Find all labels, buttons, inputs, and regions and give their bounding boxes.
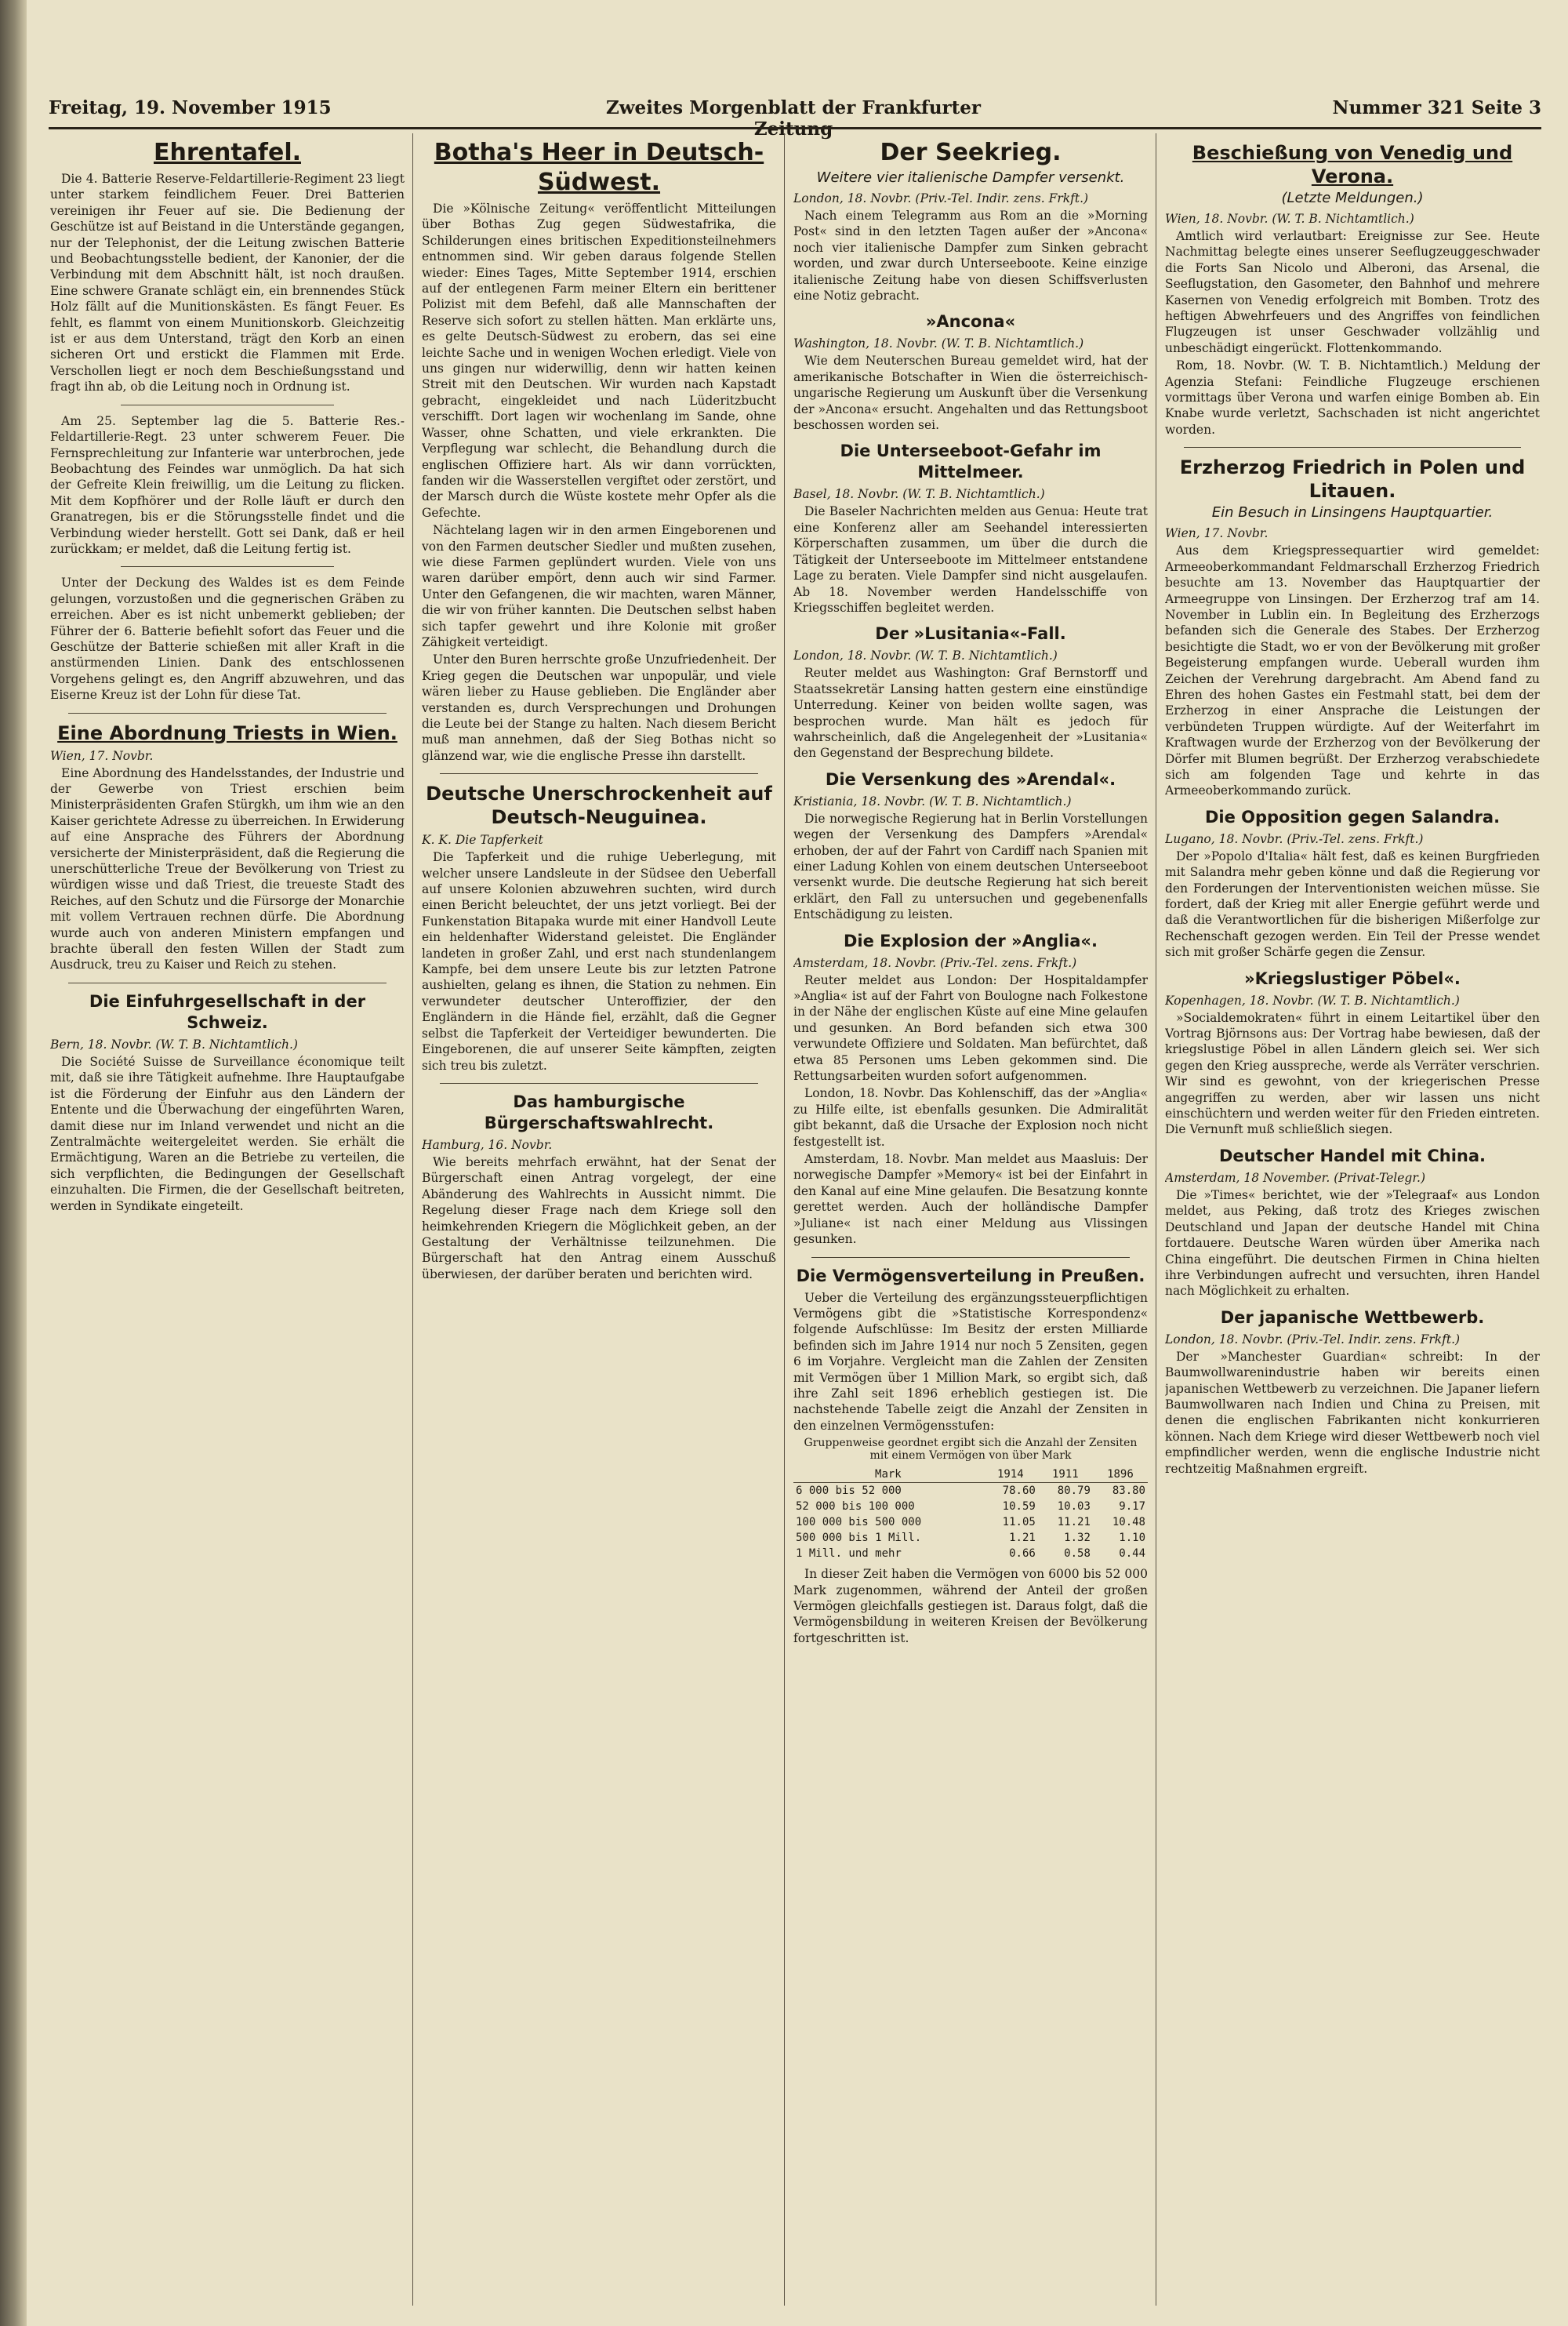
article-dateline: Kristiania, 18. Novbr. (W. T. B. Nichtamtlich.)	[793, 794, 1072, 809]
article-paragraph: Wie bereits mehrfach erwähnt, hat der Senat der Bürgerschaft einen Antrag vorgelegt, der eine Abänderung des Wahlrechts in Aussicht nimmt. Die Regelung dieser Frage nach dem Kriege soll den heimkehrenden Kriegern die Möglichkeit geben, an der Gestaltung der Verhältnisse teilzunehmen. Die Bürgerschaft hat den Antrag einem Ausschuß überwiesen, der darüber beraten und berichten wird.	[422, 1154, 776, 1281]
table-header-cell: 1896	[1093, 1466, 1148, 1483]
article-ancona	[793, 311, 1148, 433]
table-cell: 0.44	[1119, 1547, 1145, 1561]
table-cell: 1 Mill. und mehr	[796, 1547, 902, 1561]
article-heading: Ehrentafel.	[153, 139, 301, 166]
table-cell: 10.59	[1002, 1500, 1036, 1514]
table-cell: 52 000 bis 100 000	[796, 1500, 915, 1514]
article-subheading: (Letzte Meldungen.)	[1281, 190, 1424, 206]
article-paragraph: Nach einem Telegramm aus Rom an die »Morning Post« sind in den letzten Tagen außer der »Ancona« noch vier italienische Dampfer zum Sinken gebracht worden, und zwar durch Unterseeboote. Keine einzige italienische Zeitung habe von diesen Schiffsverlusten eine Notiz gebracht.	[793, 209, 1148, 303]
separator	[1184, 447, 1521, 448]
article-dateline: London, 18. Novbr. (Priv.-Tel. Indir. zens. Frkft.)	[793, 191, 1089, 205]
article-unterseeboot	[793, 441, 1148, 616]
article-heading: Der japanische Wettbewerb.	[1220, 1307, 1485, 1327]
table-cell: 0.66	[1009, 1547, 1036, 1561]
article-paragraph: Nächtelang lagen wir in den armen Eingeborenen und von den Farmen deutscher Siedler und mußten zusehen, wie diese Farmen geplündert wurden. Viele von uns waren darüber empört, denn auch wir sind Farmer. Unter den Gefangenen, die wir machten, waren Männer, die wir von früher kannten. Die Deutschen selbst haben sich tapfer gewehrt und ihre Kolonie mit großer Zähigkeit verteidigt.	[422, 523, 776, 649]
table-cell: 11.21	[1057, 1516, 1091, 1529]
masthead-paper-title: Zweites Morgenblatt der Frankfurter	[605, 97, 982, 118]
table-row	[793, 1530, 1148, 1546]
separator	[440, 773, 759, 774]
column-divider	[412, 133, 413, 2306]
column-2	[422, 133, 776, 2306]
table-cell: 9.17	[1119, 1500, 1145, 1514]
article-heading: Deutsche Unerschrockenheit auf Deutsch-Neuguinea.	[426, 783, 772, 829]
article-heading: Der Seekrieg.	[880, 139, 1062, 166]
table-cell: 6 000 bis 52 000	[796, 1485, 902, 1498]
article-heading: Die Unterseeboot-Gefahr im Mittelmeer.	[840, 442, 1102, 482]
article-heading: Die Opposition gegen Salandra.	[1204, 807, 1501, 827]
article-heading: »Kriegslustiger Pöbel«.	[1244, 969, 1461, 988]
article-heading: »Ancona«	[925, 312, 1016, 332]
article-lusitania	[793, 623, 1148, 761]
page-binding	[0, 0, 27, 2326]
masthead-page-number: Nummer 321 Seite 3	[1332, 97, 1541, 118]
article-dateline: London, 18. Novbr. (Priv.-Tel. Indir. zens. Frkft.)	[1165, 1332, 1461, 1347]
table-caption: Gruppenweise geordnet ergibt sich die Anzahl der Zensiten mit einem Vermögen von über Mark	[804, 1437, 1138, 1463]
article-dateline: Wien, 18. Novbr. (W. T. B. Nichtamtlich.)	[1165, 212, 1414, 226]
article-paragraph: Unter den Buren herrschte große Unzufriedenheit. Der Krieg gegen die Deutschen war unpopulär, und viele wären lieber zu Hause geblieben. Die Engländer aber verstanden es, durch Versprechungen und Drohungen die Leute bei der Stange zu halten. Nach diesem Bericht muß man annehmen, daß der Sieg Bothas nicht so glänzend war, wie die englische Presse ihn darstellt.	[422, 652, 776, 763]
table-header-cell: Mark	[793, 1466, 983, 1483]
article-seekrieg	[793, 138, 1148, 303]
article-heading: Die Vermögensverteilung in Preußen.	[796, 1266, 1145, 1285]
article-vermoegensverteilung	[793, 1266, 1148, 1647]
article-erzherzog-friedrich	[1165, 456, 1540, 799]
article-japanischer-wettbewerb	[1165, 1307, 1540, 1477]
article-paragraph: London, 18. Novbr. Das Kohlenschiff, das der »Anglia« zu Hilfe eilte, ist ebenfalls gesunken. Die Admiralität gibt bekannt, daß die Ursache der Explosion noch nicht festgestellt ist.	[793, 1086, 1148, 1149]
separator	[811, 1257, 1131, 1258]
article-venedig-verona	[1165, 141, 1540, 438]
article-paragraph: Der »Popolo d'Italia« hält fest, daß es keinen Burgfrieden mit Salandra mehr geben könne und daß die Regierung vor den Forderungen der Interventionisten weichen müsse. Sie fordert, daß der Krieg mit aller Energie geführt werde und daß die Verantwortlichen für die bisherigen Mißerfolge zur Rechenschaft gezogen werden. Ein Teil der Presse wendet sich mit großer Schärfe gegen die Zensur.	[1165, 849, 1540, 960]
article-ehrentafel	[50, 138, 405, 703]
article-heading: Deutscher Handel mit China.	[1218, 1146, 1486, 1165]
article-heading: Die Versenkung des »Arendal«.	[825, 769, 1116, 789]
article-paragraph: Der »Manchester Guardian« schreibt: In der Baumwollwarenindustrie haben wir bereits einen japanischen Wettbewerb zu verzeichnen. Die Japaner liefern Baumwollwaren nach Indien und China zu Preisen, mit denen die englischen Fabrikanten nicht konkurrieren können. Nach dem Kriege wird dieser Wettbewerb noch viel empfindlicher werden, wenn die englische Industrie nicht rechtzeitig Maßnahmen ergreift.	[1165, 1349, 1540, 1476]
article-paragraph: Rom, 18. Novbr. (W. T. B. Nichtamtlich.) Meldung der Agenzia Stefani: Feindliche Flugzeuge erschienen vormittags über Verona und warfen einige Bomben ab. Ein Knabe wurde verletzt, Sachschaden ist nicht angerichtet worden.	[1165, 358, 1540, 437]
table-cell: 1.21	[1009, 1532, 1036, 1545]
table-cell: 11.05	[1002, 1516, 1036, 1529]
article-botha	[422, 138, 776, 764]
article-heading: Die Einfuhrgesellschaft in der Schweiz.	[89, 991, 366, 1032]
article-anglia	[793, 931, 1148, 1248]
article-paragraph: Ueber die Verteilung des ergänzungssteuerpflichtigen Vermögens gibt die »Statistische Korrespondenz« folgende Aufschlüsse: Im Besitz der ersten Milliarde befinden sich im Jahre 1914 nur noch 5 Zensiten, gegen 6 im Vorjahre. Vergleicht man die Zahlen der Zensiten mit Vermögen über 1 Million Mark, so ergibt sich, daß ihre Zahl seit 1896 erheblich gestiegen ist. Die nachstehende Tabelle zeigt die Anzahl der Zensiten in den einzelnen Vermögensstufen:	[793, 1290, 1148, 1433]
table-cell: 83.80	[1112, 1485, 1145, 1498]
article-dateline: London, 18. Novbr. (W. T. B. Nichtamtlich.)	[793, 649, 1058, 663]
article-paragraph: In dieser Zeit haben die Vermögen von 6000 bis 52 000 Mark zugenommen, während der Anteil der großen Vermögen gleichfalls gestiegen ist. Daraus folgt, daß die Vermögensbildung in weiteren Kreisen der Bevölkerung fortgeschritten ist.	[793, 1567, 1148, 1645]
article-heading: Botha's Heer in Deutsch-Südwest.	[434, 139, 764, 196]
column-4	[1165, 133, 1540, 2306]
article-dateline: Wien, 17. Novbr.	[50, 748, 154, 763]
table-cell: 1.10	[1119, 1532, 1145, 1545]
article-dateline: Bern, 18. Novbr. (W. T. B. Nichtamtlich.)	[50, 1037, 298, 1052]
article-dateline: Washington, 18. Novbr. (W. T. B. Nichtamtlich.)	[793, 336, 1084, 351]
column-divider	[784, 133, 785, 2306]
table-header-cell: 1911	[1038, 1466, 1093, 1483]
article-paragraph: Amtlich wird verlautbart: Ereignisse zur See. Heute Nachmittag belegte eines unserer Seeflugzeuggeschwader die Forts San Nicolo und Alberoni, das Arsenal, die Seeflugstation, den Gasometer, den Bahnhof und mehrere Kasernen von Venedig erfolgreich mit Bomben. Trotz des heftigen Abwehrfeuers und des Angriffes von feindlichen Flugzeugen ist unser Geschwader vollzählig und unbeschädigt eingerückt. Flottenkommando.	[1165, 229, 1540, 355]
article-handel-china	[1165, 1146, 1540, 1299]
table-row	[793, 1499, 1148, 1514]
article-paragraph: Die norwegische Regierung hat in Berlin Vorstellungen wegen der Versenkung des Dampfers »Arendal« erhoben, der auf der Fahrt von Cardiff nach Spanien mit einer Ladung Kohlen von einem deutschen Unterseeboot versenkt wurde. Die deutsche Regierung hat sich bereit erklärt, den Fall zu untersuchen und gegebenenfalls Entschädigung zu leisten.	[793, 811, 1148, 922]
article-paragraph: Aus dem Kriegspressequartier wird gemeldet: Armeeoberkommandant Feldmarschall Erzherzog Friedrich besuchte am 13. November das Hauptquartier der Armeegruppe von Linsingen. Der Erzherzog traf am 14. November in Lublin ein. In Begleitung des Erzherzogs befanden sich die Generale des Stabes. Der Erzherzog besichtigte die Stadt, wo er von der Bevölkerung mit großer Begeisterung empfangen wurde. Ueberall wurden ihm Zeichen der Verehrung dargebracht. Am Abend fand zu Ehren des hohen Gastes ein Festmahl statt, bei dem der Erzherzog in einer Ansprache die Leistungen der verbündeten Truppen würdigte. Auf der Weiterfahrt im Kraftwagen wurde der Erzherzog von der Bevölkerung der Dörfer mit Blumen begrüßt. Der Erzherzog verabschiedete sich am folgenden Tage und kehrte in das Armeeoberkommando zurück.	[1165, 543, 1540, 798]
article-paragraph: Die »Times« berichtet, wie der »Telegraaf« aus London meldet, aus Peking, daß trotz des Krieges zwischen Deutschland und Japan der deutsche Handel mit China fortdauere. Deutsche Waren würden über Amerika nach China eingeführt. Die deutschen Firmen in China hielten ihre Verbindungen aufrecht und versuchten, ihren Handel nach Möglichkeit zu erhalten.	[1165, 1187, 1540, 1299]
article-paragraph: Eine Abordnung des Handelsstandes, der Industrie und der Gewerbe von Triest erschien beim Ministerpräsidenten Grafen Stürgkh, um ihm wie an den Kaiser gerichtete Adresse zu überreichen. In Erwiderung auf eine Ansprache des Führers der Abordnung versicherte der Ministerpräsident, daß die Regierung die unerschütterliche Treue der Bevölkerung von Triest zu würdigen wisse und daß Triest, die treueste Stadt des Reiches, auf den Schutz und die Fürsorge der Monarchie mit vollem Vertrauen rechnen dürfe. Die Abordnung wurde auch von anderen Ministern empfangen und brachte überall den festen Willen der Stadt zum Ausdruck, treu zu Kaiser und Reich zu stehen.	[50, 765, 405, 972]
article-paragraph: Die Baseler Nachrichten melden aus Genua: Heute trat eine Konferenz aller am Seehandel interessierten Körperschaften zusammen, um über die durch die Tätigkeit der Unterseeboote im Mittelmeer entstandene Lage zu beraten. Viele Dampfer sind nicht ausgelaufen. Ab 18. November werden Handelsschiffe von Kriegsschiffen begleitet werden.	[793, 504, 1148, 615]
article-paragraph: Unter der Deckung des Waldes ist es dem Feinde gelungen, vorzustoßen und die gegnerischen Gräben zu erreichen. Aber es ist nicht unbemerkt geblieben; der Führer der 6. Batterie befiehlt sofort das Feuer und die Geschütze der Batterie schießen mit aller Kraft in die anstürmenden Linien. Dank des entschlossenen Vorgehens gelingt es, den Angriff abzuwehren, und das Eiserne Kreuz ist der Lohn für diese Tat.	[50, 576, 405, 703]
article-paragraph: Die »Kölnische Zeitung« veröffentlicht Mitteilungen über Bothas Zug gegen Südwestafrika, die Schilderungen eines britischen Expeditionsteilnehmers entnommen sind. Wir geben daraus folgende Stellen wieder: Eines Tages, Mitte September 1914, erschien auf der entlegenen Farm meiner Eltern ein berittener Polizist mit dem Befehl, daß alle Mannschaften der Reserve sich sofort zu stellen hätten. Man erklärte uns, es gelte Deutsch-Südwest zu erobern, das sei eine leichte Sache und in wenigen Wochen erledigt. Viele von uns gingen nur widerwillig, denn wir hatten keinen Streit mit den Deutschen. Wir wurden nach Kapstadt gebracht, eingekleidet und nach Lüderitzbucht verschifft. Dort lagen wir wochenlang im Sande, ohne Wasser, ohne Schatten, und viele erkrankten. Die Verpflegung war schlecht, die Behandlung durch die englischen Offiziere hart. Als wir dann vorrückten, fanden wir die Wasserstellen vergiftet oder zerstört, und der Marsch durch die Wüste kostete mehr Opfer als die Gefechte.	[422, 202, 776, 520]
table-row	[793, 1514, 1148, 1530]
table-cell: 500 000 bis 1 Mill.	[796, 1532, 922, 1545]
article-paragraph: Die Société Suisse de Surveillance économique teilt mit, daß sie ihre Tätigkeit aufnehme. Ihre Hauptaufgabe ist die Förderung der Einfuhr aus den Ländern der Entente und die Überwachung der eingeführten Waren, damit diese nur im Inland verwendet und nicht an die Zentralmächte weitergeleitet werden. Sie erhält die Ermächtigung, Waren an die Betriebe zu verteilen, die sich verpflichten, die Bedingungen der Gesellschaft einzuhalten. Die Firmen, die der Gesellschaft beitreten, werden in Syndikate eingeteilt.	[50, 1054, 405, 1213]
table-cell: 80.79	[1057, 1485, 1091, 1498]
article-kriegslustiger-poebel	[1165, 969, 1540, 1138]
table-row	[793, 1483, 1148, 1499]
article-triest	[50, 721, 405, 973]
article-paragraph: Am 25. September lag die 5. Batterie Res.-Feldartillerie-Regt. 23 unter schwerem Feuer. Die Fernsprechleitung zur Infanterie war unterbrochen, jede Beobachtung des Feindes war unmöglich. Da hat sich der Gefreite Klein freiwillig, um die Leitung zu flicken. Mit dem Kopfhörer und der Rolle läuft er durch den Granatregen, bis er die Störungsstelle findet und die Verbindung wieder herstellt. Gott sei Dank, daß er heil zurückkam; er meldet, daß die Leitung fertig ist.	[50, 413, 405, 556]
article-dateline: Kopenhagen, 18. Novbr. (W. T. B. Nichtamtlich.)	[1165, 993, 1460, 1008]
article-paragraph: Wie dem Neuterschen Bureau gemeldet wird, hat der amerikanische Botschafter in Wien die österreichisch-ungarische Regierung um Auskunft über die Versenkung der »Ancona« ersucht. Angehalten und das Rettungsboot beschossen worden sei.	[793, 354, 1148, 433]
table-header-cell: 1914	[983, 1466, 1038, 1483]
separator	[68, 713, 387, 714]
table-cell: 10.03	[1057, 1500, 1091, 1514]
article-paragraph: Amsterdam, 18. Novbr. Man meldet aus Maasluis: Der norwegische Dampfer »Memory« ist bei der Einfahrt in den Kanal auf eine Mine gelaufen. Die Besatzung konnte gerettet werden. Auch der holländische Dampfer »Juliane« ist nach einer Meldung aus Vlissingen gesunken.	[793, 1152, 1148, 1247]
article-dateline: Lugano, 18. Novbr. (Priv.-Tel. zens. Frkft.)	[1165, 831, 1424, 846]
article-paragraph: Die 4. Batterie Reserve-Feldartillerie-Regiment 23 liegt unter starkem feindlichem Feuer. Drei Batterien vereinigen ihr Feuer auf sie. Die Bedienung der Geschütze ist auf Beistand in die Unterstände gegangen, nur der Telephonist, der die Leitung zwischen Batterie und Beobachtungsstelle bedient, der Kanonier, der die Verbindung mit dem Abschnitt hält, ist noch draußen. Eine schwere Granate schlägt ein, ein brennendes Stück Holz fällt auf die Munitionskästen. Es fängt Feuer. Es fehlt, es flammt von einem Munitionskorb. Gleichzeitig ist er aus dem Unterstand, trägt den Korb an einen sicheren Ort und erstickt die Flammen mit Erde. Verschollen liegt er noch dem Beschießungsstand und fragt ihn ab, ob die Leitung noch in Ordnung ist.	[50, 172, 405, 394]
masthead-rule	[49, 127, 1541, 129]
article-heading: Der »Lusitania«-Fall.	[875, 624, 1066, 644]
separator	[440, 1083, 759, 1084]
article-paragraph: Reuter meldet aus Washington: Graf Bernstorff und Staatssekretär Lansing hatten gestern eine einstündige Unterredung. Keiner von beiden wollte sagen, was besprochen wurde. Man hält es jedoch für wahrscheinlich, daß die Angelegenheit der »Lusitania« den Gegenstand der Besprechung bildete.	[793, 666, 1148, 761]
table-cell: 0.58	[1064, 1547, 1091, 1561]
masthead-date: Freitag, 19. November 1915	[49, 97, 332, 118]
article-dateline: Basel, 18. Novbr. (W. T. B. Nichtamtlich.)	[793, 487, 1045, 502]
article-neuguinea	[422, 782, 776, 1074]
table-cell: 1.32	[1064, 1532, 1091, 1545]
article-heading: Erzherzog Friedrich in Polen und Litauen.	[1179, 456, 1526, 503]
table-header-row	[793, 1466, 1148, 1483]
article-hamburg	[422, 1092, 776, 1282]
article-dateline: Amsterdam, 18 November. (Privat-Telegr.)	[1165, 1170, 1425, 1185]
article-heading: Eine Abordnung Triests in Wien.	[57, 721, 397, 744]
article-salandra	[1165, 807, 1540, 961]
separator	[121, 566, 333, 567]
article-dateline: K. K. Die Tapferkeit	[422, 833, 543, 848]
article-paragraph: Die Tapferkeit und die ruhige Ueberlegung, mit welcher unsere Landsleute in der Südsee den Ueberfall auf unsere Kolonien abzuwehren suchten, wird durch einen Bericht beleuchtet, der uns jetzt vorliegt. Bei der Funkenstation Bitapaka wurde mit einer Handvoll Leute ein heldenhafter Widerstand geleistet. Die Engländer landeten in großer Zahl, und erst nach stundenlangem Kampfe, bei dem unsere Leute bis zur letzten Patrone aushielten, gelang es ihnen, die Station zu nehmen. Ein verwundeter deutscher Unteroffizier, der den Engländern in die Hände fiel, erzählt, daß die Gegner selbst die Tapferkeit der Verteidiger bewunderten. Die Eingeborenen, die auf unserer Seite kämpften, zeigten sich treu bis zuletzt.	[422, 850, 776, 1073]
article-subheading: Weitere vier italienische Dampfer versenkt.	[816, 169, 1125, 186]
article-arendal	[793, 769, 1148, 923]
article-subheading: Ein Besuch in Linsingens Hauptquartier.	[1211, 504, 1494, 522]
article-heading: Das hamburgische Bürgerschaftswahlrecht.	[484, 1092, 714, 1132]
column-3	[793, 133, 1148, 2306]
masthead	[49, 93, 1541, 127]
article-paragraph: Reuter meldet aus London: Der Hospitaldampfer »Anglia« ist auf der Fahrt von Boulogne nach Folkestone in der Nähe der englischen Küste auf eine Mine gelaufen und gesunken. An Bord befanden sich etwa 300 verwundete Offiziere und Soldaten. Man befürchtet, daß etwa 85 Personen ums Leben gekommen sind. Die Rettungsarbeiten wurden sofort aufgenommen.	[793, 972, 1148, 1084]
table-row	[793, 1546, 1148, 1561]
article-dateline: Hamburg, 16. Novbr.	[422, 1137, 553, 1152]
article-paragraph: »Socialdemokraten« führt in einem Leitartikel über den Vortrag Björnsons aus: Der Vortrag habe bewiesen, daß der kriegslustige Pöbel in allen Ländern gleich sei. Wer sich gegen den Krieg ausspreche, werde als Verräter verschrien. Wir sind es gewohnt, von der kriegerischen Presse angegriffen zu werden, aber wir lassen uns nicht einschüchtern und werden weiter für den Frieden eintreten. Die Vernunft muß schließlich siegen.	[1165, 1010, 1540, 1137]
article-dateline: Wien, 17. Novbr.	[1165, 526, 1269, 541]
wealth-table	[793, 1466, 1148, 1561]
table-cell: 10.48	[1112, 1516, 1145, 1529]
column-1	[50, 133, 405, 2306]
article-heading: Die Explosion der »Anglia«.	[844, 931, 1098, 950]
article-dateline: Amsterdam, 18. Novbr. (Priv.-Tel. zens. Frkft.)	[793, 955, 1077, 970]
table-cell: 78.60	[1002, 1485, 1036, 1498]
article-heading: Beschießung von Venedig und Verona.	[1192, 142, 1513, 187]
table-cell: 100 000 bis 500 000	[796, 1516, 922, 1529]
article-einfuhrgesellschaft	[50, 991, 405, 1214]
